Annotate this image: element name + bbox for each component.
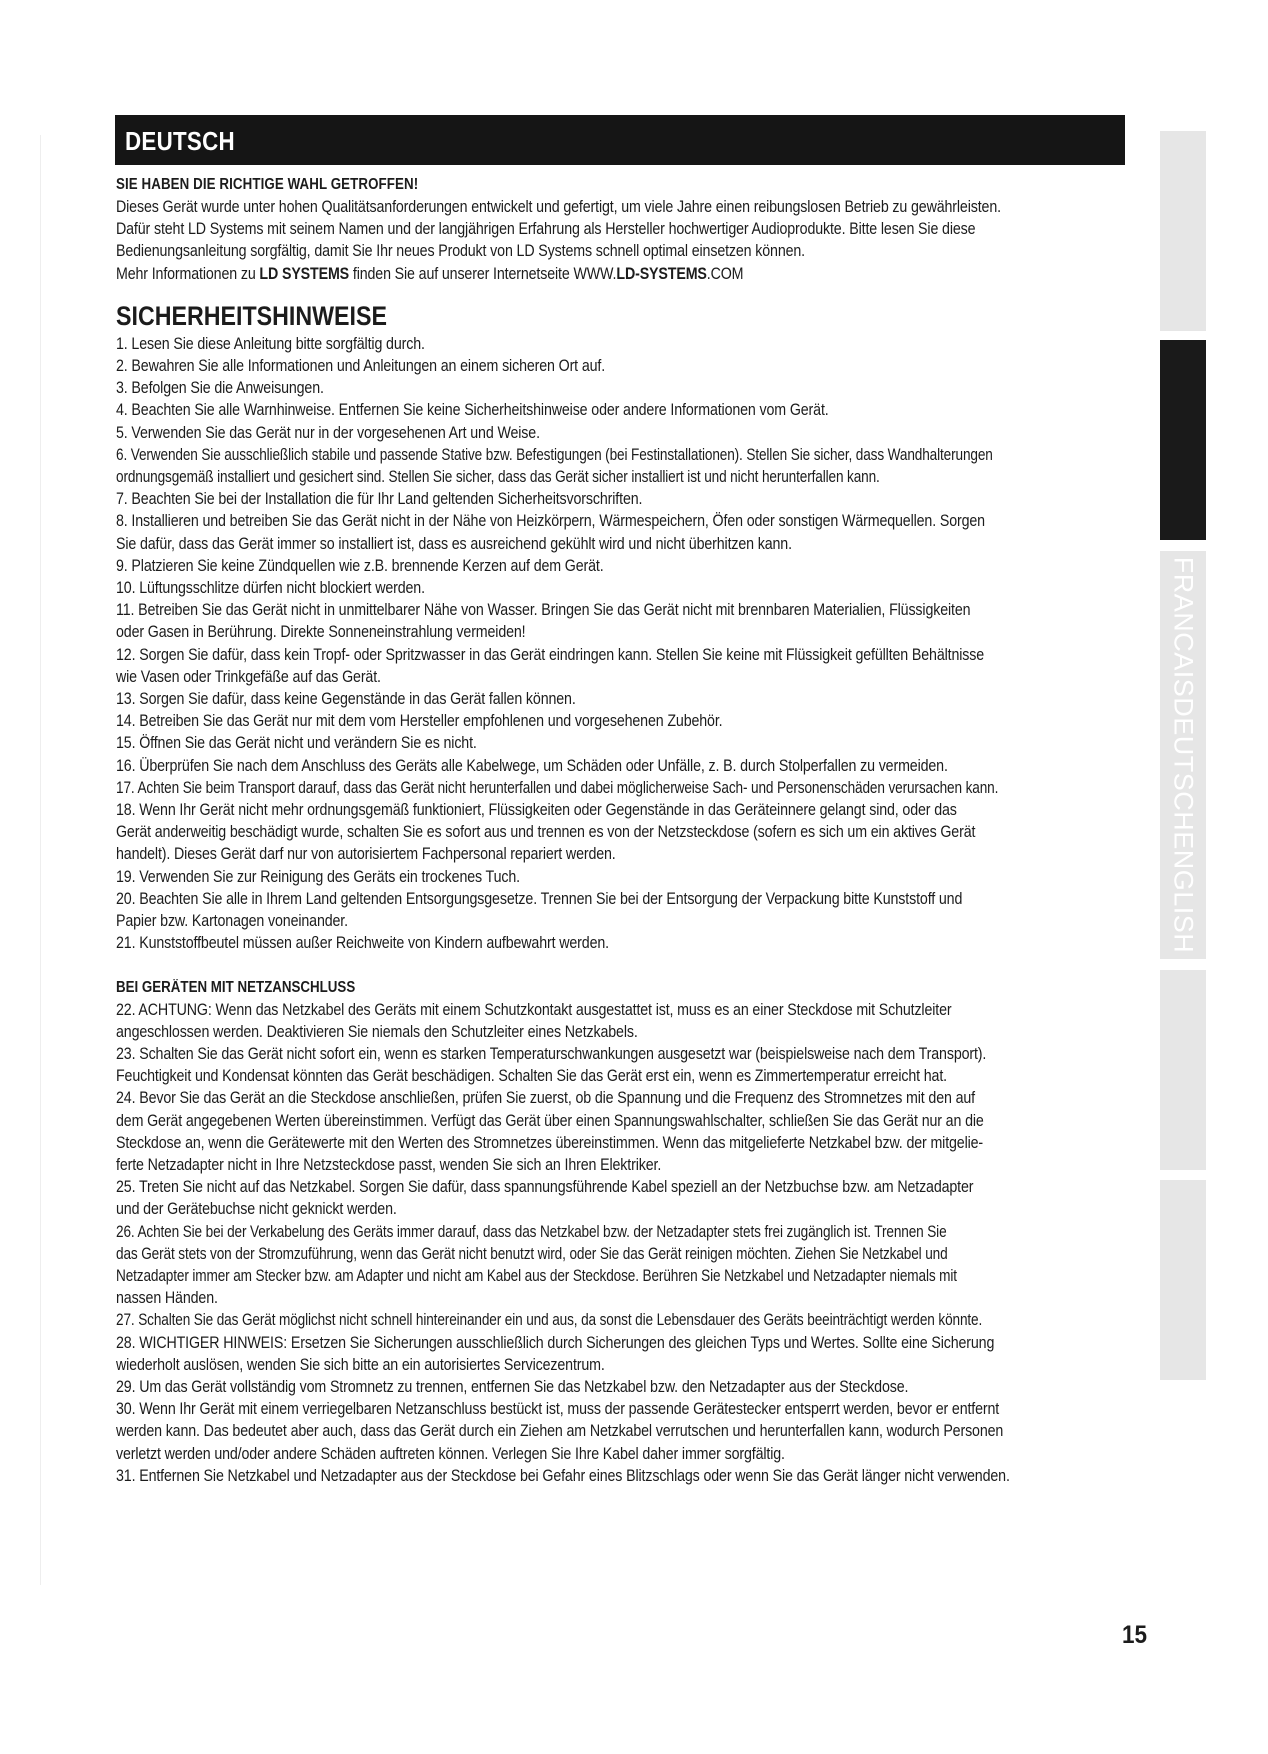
side-tab-label-2 xyxy=(1237,1167,1268,1393)
text-line: 27. Schalten Sie das Gerät möglichst nicht schnell hintereinander ein und aus, da sonst die Lebensdauer des Geräts beeinträchtigt werden könnte. xyxy=(116,1311,983,1330)
side-tab-italiano-polski[interactable] xyxy=(1160,1167,1268,1393)
tab-italiano-label: ITALIANO xyxy=(1237,1167,1268,1293)
text-line: ordnungsgemäß installiert und gesichert sind. Stellen Sie sicher, dass das Gerät sicher installiert ist und nicht herunterfallen kann. xyxy=(116,468,880,487)
side-tab-label xyxy=(1168,557,1199,954)
text-line: 12. Sorgen Sie dafür, dass kein Tropf- oder Spritzwasser in das Gerät eindringen kann. Stellen Sie keine mit Flüssigkeit gefüllten Behältnisse xyxy=(116,645,985,664)
text-line: 25. Treten Sie nicht auf das Netzkabel. Sorgen Sie dafür, dass spannungsführende Kabel speziell an der Netzbuchse bzw. am Netzadapter xyxy=(116,1178,974,1197)
text-line: 20. Beachten Sie alle in Ihrem Land geltenden Entsorgungsgesetze. Trennen Sie bei der Entsorgung der Verpackung bitte Kunststoff und xyxy=(116,889,963,908)
text-line: das Gerät stets von der Stromzuführung, wenn das Gerät nicht benutzt wird, oder Sie das Gerät reinigen möchten. Ziehen Sie Netzkabel und xyxy=(116,1244,948,1263)
text-line: 29. Um das Gerät vollständig vom Stromnetz zu trennen, entfernen Sie das Netzkabel bzw. den Netzadapter aus der Steckdose. xyxy=(116,1377,909,1396)
text-line: 6. Verwenden Sie ausschließlich stabile und passende Stative bzw. Befestigungen (bei Festinstallationen). Stellen Sie sicher, dass Wandhalterungen xyxy=(116,445,993,464)
safety-section-title: SICHERHEITSHINWEISE xyxy=(116,300,387,331)
text-line: 7. Beachten Sie bei der Installation die für Ihr Land geltenden Sicherheitsvorschriften. xyxy=(116,490,643,509)
mains-section-heading: BEI GERÄTEN MIT NETZANSCHLUSS xyxy=(116,978,356,996)
page-number: 15 xyxy=(1122,1621,1148,1649)
side-tab-active-marker[interactable] xyxy=(1160,340,1206,540)
text-line: werden kann. Das bedeutet aber auch, dass das Gerät durch ein Ziehen am Netzkabel verrutschen und herunterfallen kann, wodurch Personen xyxy=(116,1422,1004,1441)
text-line: 21. Kunststoffbeutel müssen außer Reichweite von Kindern aufbewahrt werden. xyxy=(116,934,609,953)
text-line: 13. Sorgen Sie dafür, dass keine Gegenstände in das Gerät fallen können. xyxy=(116,690,576,709)
text-line: Steckdose an, wenn die Gerätewerte mit den Werten des Stromnetzes übereinstimmen. Wenn das mitgelieferte Netzkabel bzw. der mitgelie- xyxy=(116,1133,984,1152)
text-line: Bedienungsanleitung sorgfältig, damit Sie Ihr neues Produkt von LD Systems schnell optimal einsetzen können. xyxy=(116,242,806,261)
text-line: ferte Netzadapter nicht in Ihre Netzsteckdose passt, wenden Sie sich an Ihren Elektriker. xyxy=(116,1155,662,1174)
intro-heading: SIE HABEN DIE RICHTIGE WAHL GETROFFEN! xyxy=(116,176,419,193)
text-line: 3. Befolgen Sie die Anweisungen. xyxy=(116,379,324,398)
text-line: 22. ACHTUNG: Wenn das Netzkabel des Geräts mit einem Schutzkontakt ausgestattet ist, muss es an einer Steckdose mit Schutzleiter xyxy=(116,1000,952,1019)
text-line: 15. Öffnen Sie das Gerät nicht und verändern Sie es nicht. xyxy=(116,734,477,753)
text-line: 14. Betreiben Sie das Gerät nur mit dem vom Hersteller empfohlenen und vorgesehenen Zubehör. xyxy=(116,712,723,731)
tab-english-label: ENGLISH xyxy=(1168,831,1199,954)
text-line: 17. Achten Sie beim Transport darauf, dass das Gerät nicht herunterfallen und dabei möglicherweise Sach- und Personenschäden verursachen kann. xyxy=(116,778,999,797)
text-line: 4. Beachten Sie alle Warnhinweise. Entfernen Sie keine Sicherheitshinweise oder andere Informationen vom Gerät. xyxy=(116,401,829,420)
mains-list xyxy=(116,999,1126,1487)
page-title: DEUTSCH xyxy=(125,126,235,156)
text-line: Feuchtigkeit und Kondensat könnten das Gerät beschädigen. Schalten Sie das Gerät erst ein, wenn es Zimmertemperatur erreicht hat. xyxy=(116,1067,947,1086)
text-line: wie Vasen oder Trinkgefäße auf das Gerät. xyxy=(116,667,381,686)
text-line: nassen Händen. xyxy=(116,1289,218,1308)
text-line: 8. Installieren und betreiben Sie das Gerät nicht in der Nähe von Heizkörpern, Wärmespeichern, Öfen oder sonstigen Wärmequellen. Sorgen xyxy=(116,512,985,531)
more-info-text-mid: finden Sie auf unserer Internetseite WWW. xyxy=(349,264,617,283)
side-tab-francais-deutsch-english[interactable] xyxy=(1160,551,1206,959)
text-line: Dafür steht LD Systems mit seinem Namen und der langjährigen Erfahrung als Hersteller hochwertiger Audioprodukte. Bitte lesen Sie diese xyxy=(116,220,976,239)
text-line: 9. Platzieren Sie keine Zündquellen wie z.B. brennende Kerzen auf dem Gerät. xyxy=(116,556,604,575)
text-line: 26. Achten Sie bei der Verkabelung des Geräts immer darauf, dass das Netzkabel bzw. der Netzadapter stets frei zugänglich ist. Trennen Sie xyxy=(116,1222,947,1241)
website-link-bold[interactable]: LD-SYSTEMS xyxy=(616,264,707,283)
text-line: handelt). Dieses Gerät darf nur von autorisiertem Fachpersonal repariert werden. xyxy=(116,845,616,864)
text-line: 31. Entfernen Sie Netzkabel und Netzadapter aus der Steckdose bei Gefahr eines Blitzschlags oder wenn Sie das Gerät länger nicht verwenden. xyxy=(116,1466,1010,1485)
text-line: 16. Überprüfen Sie nach dem Anschluss des Geräts alle Kabelwege, um Schäden oder Unfälle, z. B. durch Stolperfallen zu vermeiden. xyxy=(116,756,948,775)
language-header-bar xyxy=(115,115,1125,165)
website-link-suffix[interactable]: .COM xyxy=(706,264,744,283)
text-line: 18. Wenn Ihr Gerät nicht mehr ordnungsgemäß funktioniert, Flüssigkeiten oder Gegenstände in das Geräteinnere gelangt sind, oder das xyxy=(116,801,957,820)
tab-francais-label: FRANCAIS xyxy=(1168,556,1199,698)
text-line: 11. Betreiben Sie das Gerät nicht in unmittelbarer Nähe von Wasser. Bringen Sie das Gerät nicht mit brennbaren Materialien, Flüssigkeiten xyxy=(116,601,971,620)
text-line: 28. WICHTIGER HINWEIS: Ersetzen Sie Sicherungen ausschließlich durch Sicherungen des gleichen Typs und Wertes. Sollte eine Sicherung xyxy=(116,1333,995,1352)
side-tab-blank-2[interactable] xyxy=(1160,970,1206,1170)
text-line: 1. Lesen Sie diese Anleitung bitte sorgfältig durch. xyxy=(116,334,425,353)
text-line: 19. Verwenden Sie zur Reinigung des Geräts ein trockenes Tuch. xyxy=(116,867,520,886)
intro-paragraph xyxy=(116,196,1126,263)
text-line: 30. Wenn Ihr Gerät mit einem verriegelbaren Netzanschluss bestückt ist, muss der passende Gerätestecker entsperrt werden, bevor er entfernt xyxy=(116,1400,1000,1419)
text-line: angeschlossen werden. Deaktivieren Sie niemals den Schutzleiter eines Netzkabels. xyxy=(116,1022,638,1041)
brand-name: LD SYSTEMS xyxy=(259,264,350,283)
safety-list xyxy=(116,333,1126,955)
text-line: Sie dafür, dass das Gerät immer so installiert ist, dass es ausreichend gekühlt wird und nicht überhitzen kann. xyxy=(116,534,792,553)
margin-guide-line xyxy=(40,135,41,1585)
text-line: wiederholt auslösen, wenden Sie sich bitte an ein autorisiertes Servicezentrum. xyxy=(116,1355,605,1374)
text-line: Netzadapter immer am Stecker bzw. am Adapter und nicht am Kabel aus der Steckdose. Berühren Sie Netzkabel und Netzadapter niemals mit xyxy=(116,1266,957,1285)
text-line: 23. Schalten Sie das Gerät nicht sofort ein, wenn es starken Temperaturschwankungen ausgesetzt war (beispielsweise nach dem Transport). xyxy=(116,1044,987,1063)
text-line: Gerät anderweitig beschädigt wurde, schalten Sie es sofort aus und trennen es von der Netzsteckdose (sofern es sich um ein aktives Gerät xyxy=(116,823,976,842)
intro-more-info-line xyxy=(116,263,993,285)
main-content xyxy=(116,174,1126,1487)
text-line: oder Gasen in Berührung. Direkte Sonneneinstrahlung vermeiden! xyxy=(116,623,526,642)
tab-deutsch-label: DEUTSCH xyxy=(1168,697,1199,832)
text-line: Papier bzw. Kartonagen voneinander. xyxy=(116,912,348,931)
side-tab-blank-1[interactable] xyxy=(1160,131,1206,331)
text-line: und der Gerätebuchse nicht geknickt werden. xyxy=(116,1200,397,1219)
text-line: dem Gerät angegebenen Werten übereinstimmen. Verfügt das Gerät über einen Spannungswahlschalter, schließen Sie das Gerät nur an die xyxy=(116,1111,984,1130)
more-info-text: Mehr Informationen zu xyxy=(116,264,260,283)
text-line: Dieses Gerät wurde unter hohen Qualitätsanforderungen entwickelt und gefertigt, um viele Jahre einen reibungslosen Betrieb zu gewährleisten. xyxy=(116,198,1001,216)
text-line: 10. Lüftungsschlitze dürfen nicht blockiert werden. xyxy=(116,579,425,598)
text-line: 5. Verwenden Sie das Gerät nur in der vorgesehenen Art und Weise. xyxy=(116,423,540,442)
tab-polski-label: POLSKI xyxy=(1237,1292,1268,1393)
text-line: 2. Bewahren Sie alle Informationen und Anleitungen an einem sicheren Ort auf. xyxy=(116,357,606,376)
text-line: verletzt werden und/oder andere Schäden auftreten können. Verlegen Sie Ihre Kabel daher immer sorgfältig. xyxy=(116,1444,785,1463)
text-line: 24. Bevor Sie das Gerät an die Steckdose anschließen, prüfen Sie zuerst, ob die Spannung und die Frequenz des Stromnetzes mit den auf xyxy=(116,1089,975,1108)
